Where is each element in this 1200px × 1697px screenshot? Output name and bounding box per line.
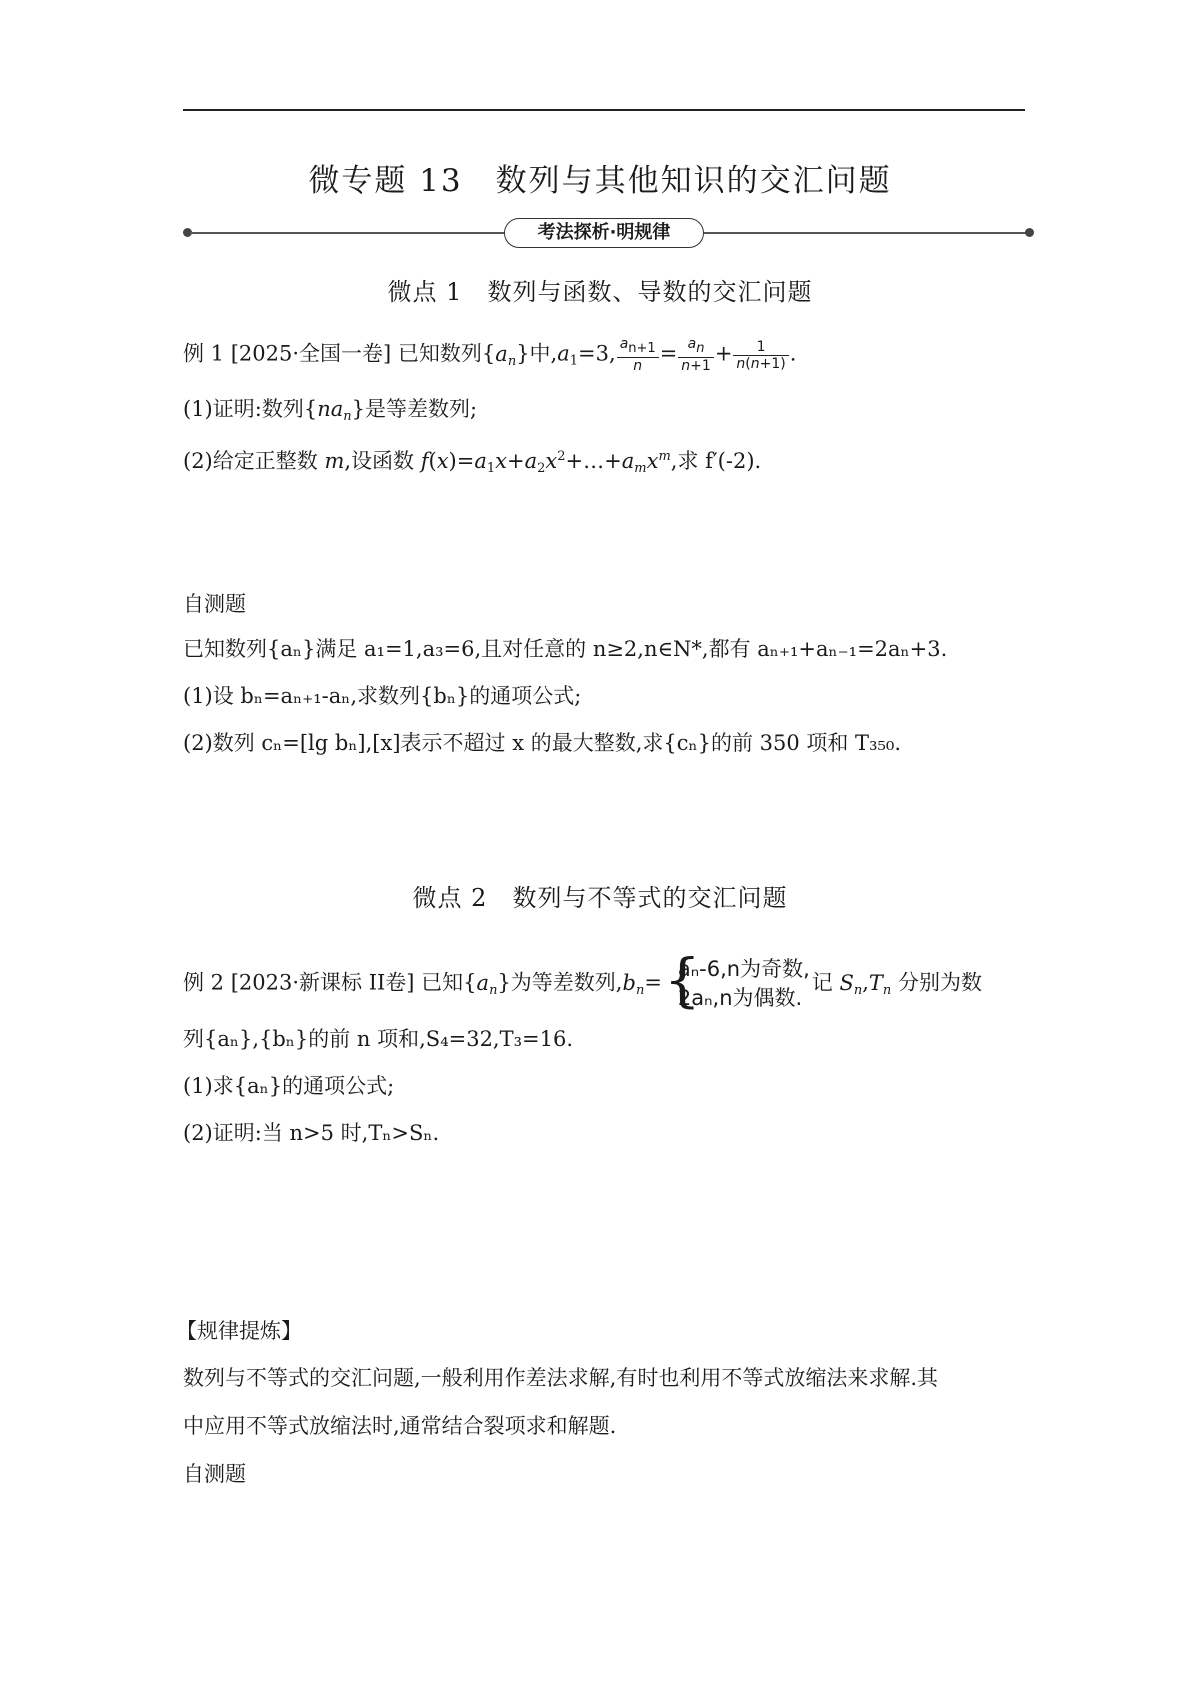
example1-q1: (1)证明:数列$\{na_n\}$是等差数列; [183,397,478,424]
banner-right-line [703,232,1033,234]
example2-line2: 列{aₙ},{bₙ}的前 n 项和,S₄=32,T₃=16. [183,1027,574,1051]
example2-label: 例 2 [2023·新课标 II卷] [183,970,415,995]
piece-even: 2aₙ,n为偶数. [677,986,803,1010]
summary-line2: 中应用不等式放缩法时,通常结合裂项求和解题. [183,1414,617,1438]
example1-stem: 例 1 [2025·全国一卷] 已知数列$\{a_n\}$中$,a_1=3$, $\frac{a_{n+1}}{n}$ = $\frac{a_n}{n+1}$ + $\frac{1}{n(n+1)}$ . [183,336,797,374]
self-test-1-q1: (1)设 bₙ=aₙ₊₁-aₙ,求数列{bₙ}的通项公式; [183,684,582,708]
frac-1-over-nn1: $\frac{1}{n(n+1)}$ [733,339,788,372]
frac-an-over-n1: $\frac{a_n}{n+1}$ [678,336,714,374]
frac-an1-over-n: $\frac{a_{n+1}}{n}$ [617,336,659,374]
example2-q2: (2)证明:当 n>5 时,Tₙ>Sₙ. [183,1121,440,1145]
self-test-1-stem: 已知数列{aₙ}满足 a₁=1,a₃=6,且对任意的 n≥2,n∈N*,都有 aₙ₊₁+aₙ₋₁=2aₙ+3. [183,637,948,661]
page-title: 微专题 13 数列与其他知识的交汇问题 [308,163,892,199]
self-test-1-q2: (2)数列 cₙ=[lg bₙ],[x]表示不超过 x 的最大整数,求{cₙ}的前 350 项和 T₃₅₀. [183,731,901,755]
example1-label: 例 1 [2025·全国一卷] [183,341,392,366]
piece-odd: aₙ-6,n为奇数, [677,957,810,981]
point2-heading: 微点 2 数列与不等式的交汇问题 [412,884,788,912]
banner-right-dot [1025,228,1034,237]
left-brace: { [663,946,701,1014]
top-rule [183,109,1025,111]
example2-q1: (1)求{aₙ}的通项公式; [183,1074,395,1098]
summary-label: 【规律提炼】 [176,1319,302,1343]
self-test-2-label: 自测题 [183,1462,246,1486]
piecewise-definition [663,946,810,1014]
section-banner: 考法探析·明规律 [504,218,704,248]
example1-q2: (2)给定正整数 m,设函数 $f(x)=a_1x+a_2x^2+\dots+a_mx^m$,求 f′(-2). [183,449,762,476]
summary-line1: 数列与不等式的交汇问题,一般利用作差法求解,有时也利用不等式放缩法来求解.其 [183,1366,939,1390]
example1-intro: 已知数列 [397,341,482,366]
point1-heading: 微点 1 数列与函数、导数的交汇问题 [387,278,813,306]
self-test-1-label: 自测题 [183,592,246,616]
banner-left-line [190,232,506,234]
example2-stem: 例 2 [2023·新课标 II卷] 已知$\{a_n\}$为等差数列$,b_n=$ { aₙ-6,n为奇数, 2aₙ,n为偶数. 记 $S_n,T_n$ 分别为数 [183,946,982,1014]
